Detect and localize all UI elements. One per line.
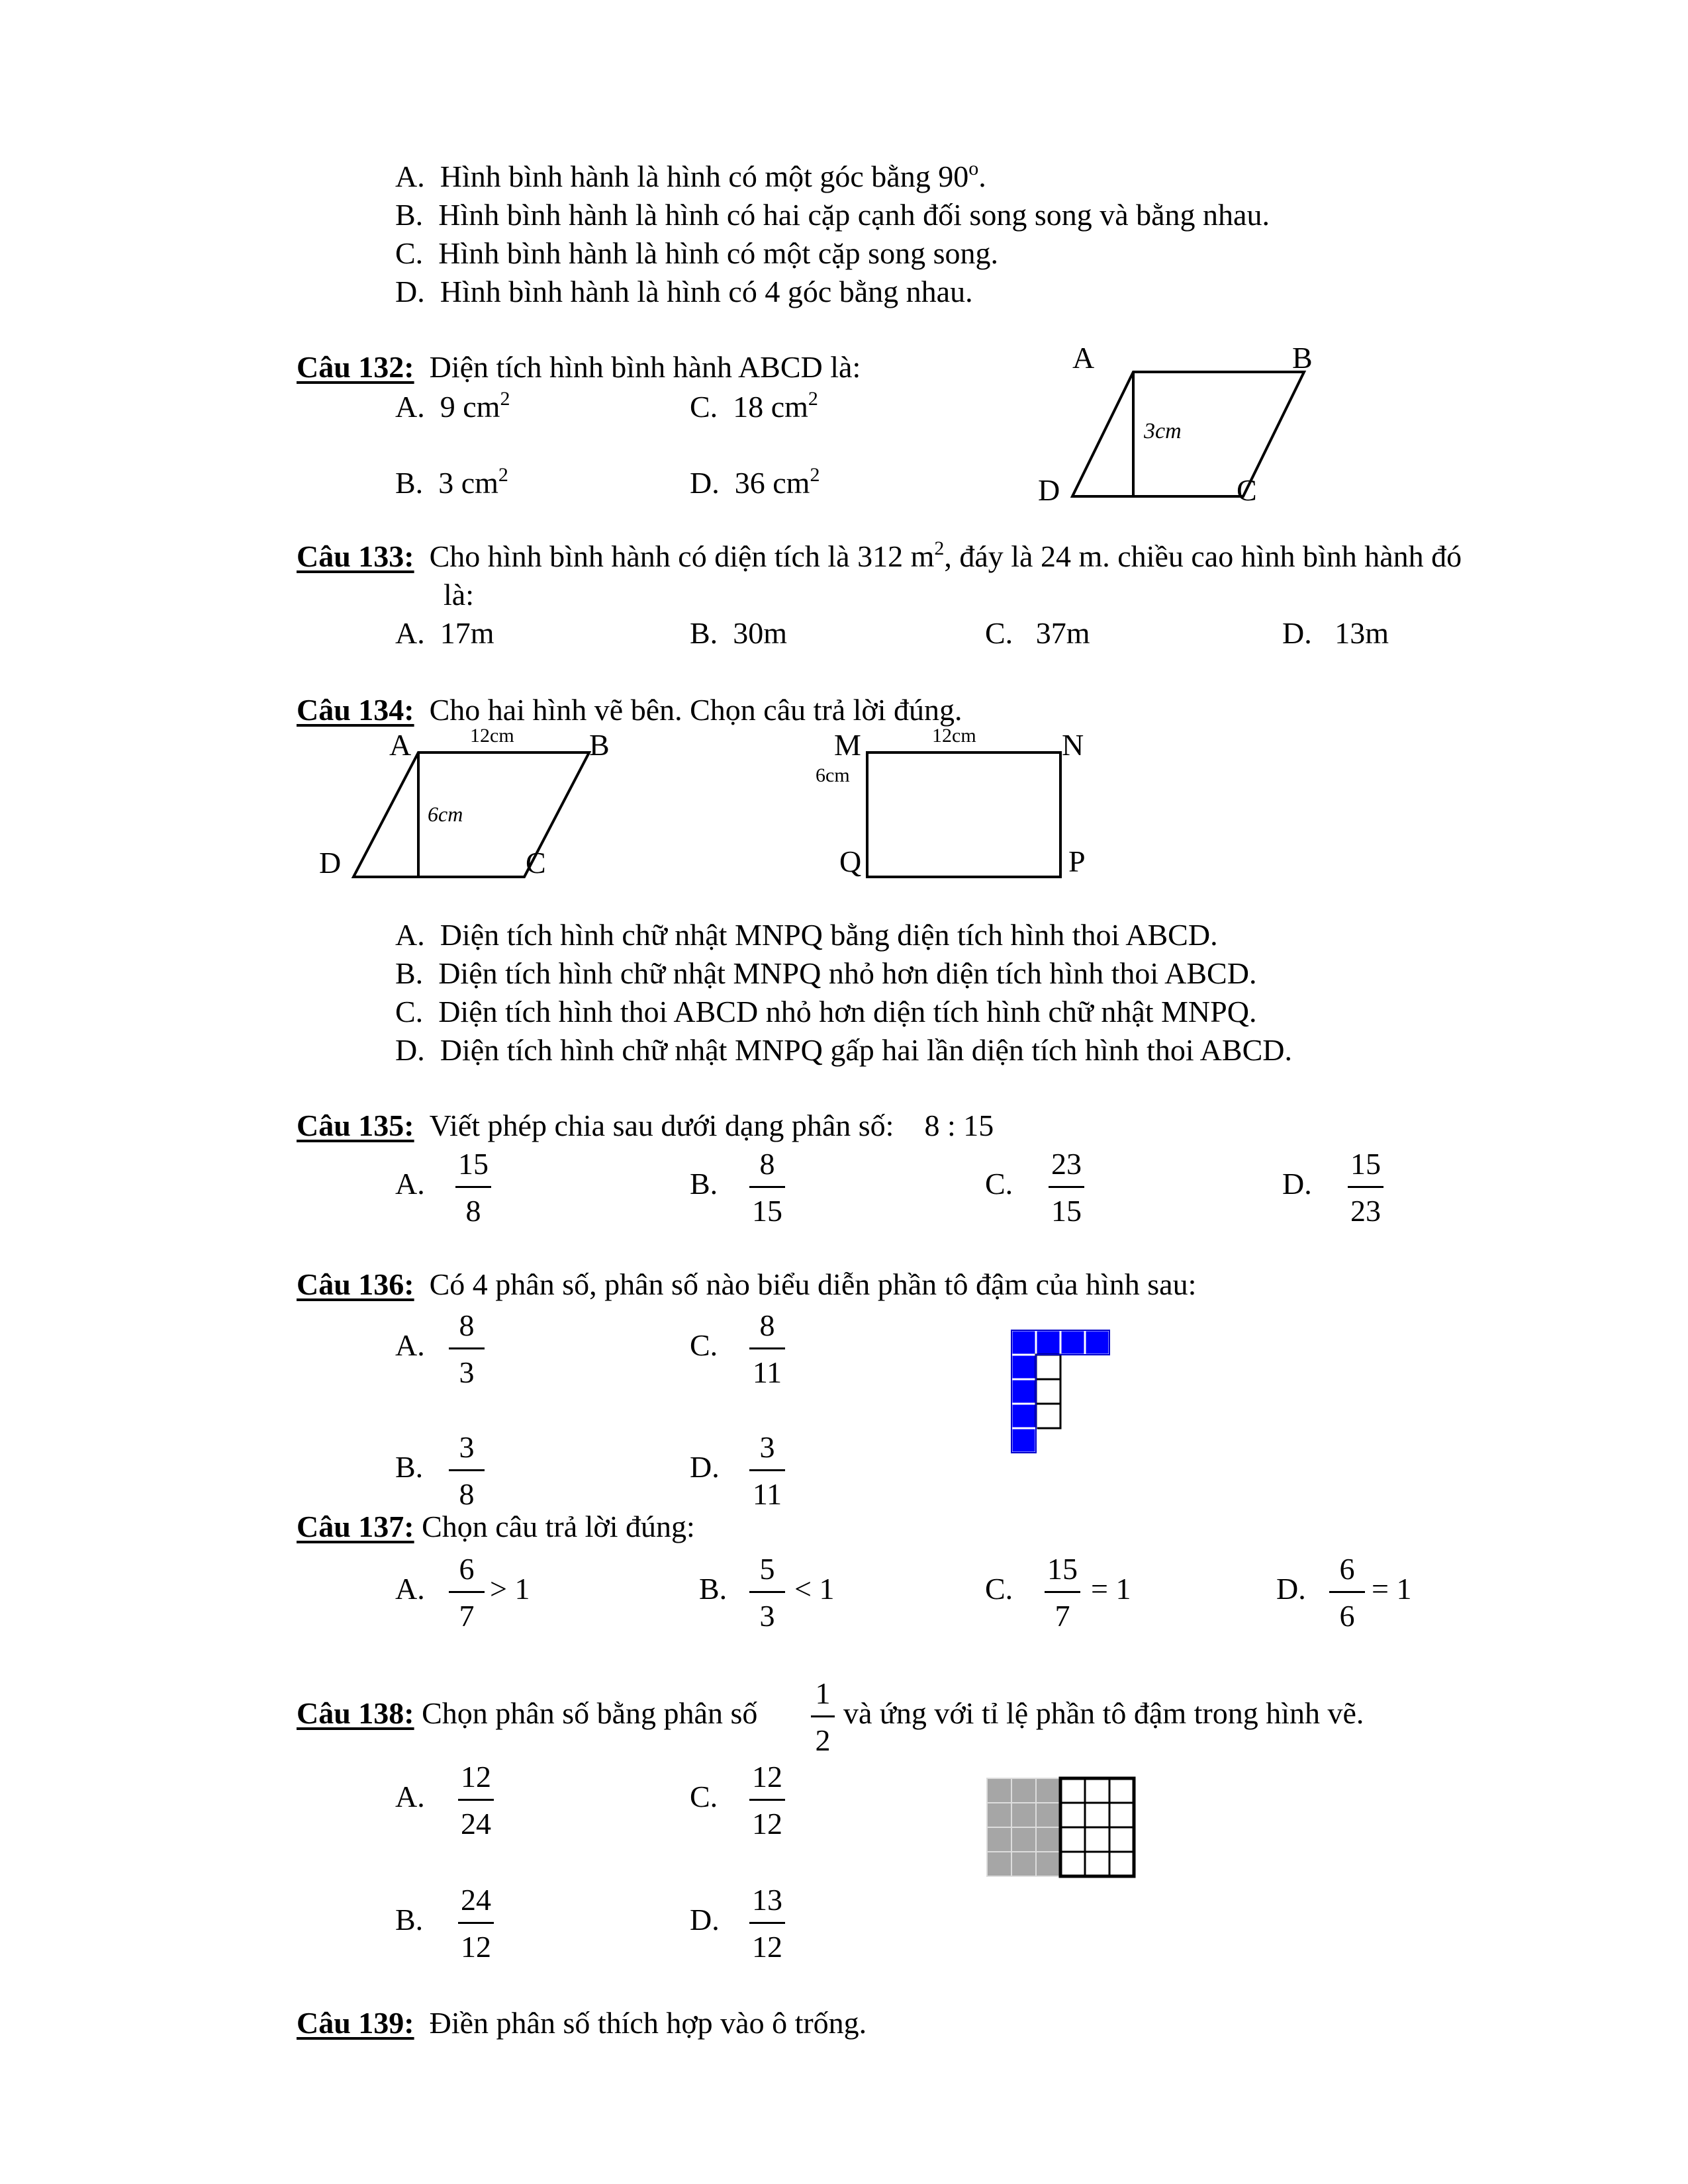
q135-option-c-fraction: 23 15 xyxy=(1037,1149,1096,1226)
empty-cell xyxy=(1085,1852,1109,1876)
q137-letter-d: D. xyxy=(1276,1572,1306,1606)
q136-option-d-fraction: 3 11 xyxy=(737,1432,797,1510)
q134-label-b: B xyxy=(589,728,610,762)
q132-label-b: B xyxy=(1292,344,1313,375)
q137-option-b-fraction: 5 3 xyxy=(737,1554,797,1631)
q133-option-b: B. 30m xyxy=(690,616,787,650)
q132-label-c: C xyxy=(1237,473,1257,507)
empty-cell xyxy=(1060,1778,1085,1803)
empty-cell xyxy=(1085,1803,1109,1827)
q136-letter-c: C. xyxy=(690,1328,718,1362)
q136-option-b-fraction: 3 8 xyxy=(437,1432,496,1510)
shaded-cell xyxy=(1036,1803,1060,1827)
q134-label: Câu 134: xyxy=(297,693,414,727)
q132-option-d: D. 36 $cm^2$ xyxy=(690,464,820,500)
q138-option-c-fraction: 12 12 xyxy=(737,1762,797,1839)
q131-option-b: B. Hình bình hành là hình có hai cặp cạnh đối song song và bằng nhau. xyxy=(395,198,1270,232)
shaded-cell xyxy=(987,1778,1011,1803)
q137-option-a-relation: > 1 xyxy=(490,1572,530,1606)
q135-label: Câu 135: xyxy=(297,1109,414,1142)
q132-question: Câu 132: Diện tích hình bình hành ABCD là: xyxy=(297,350,861,384)
q134-label-p: P xyxy=(1068,844,1086,878)
q136-letter-d: D. xyxy=(690,1450,720,1484)
empty-cell xyxy=(1060,1803,1085,1827)
shaded-cell xyxy=(1011,1330,1036,1355)
q138-question: Câu 138: Chọn phân số bằng phân số xyxy=(297,1696,758,1730)
q133-option-a: A. 17m xyxy=(395,616,494,650)
shaded-cell xyxy=(1036,1852,1060,1876)
q134-option-c: C. Diện tích hình thoi ABCD nhỏ hơn diện tích hình chữ nhật MNPQ. xyxy=(395,995,1257,1028)
q135-option-a-fraction: 15 8 xyxy=(444,1149,503,1226)
q138-label: Câu 138: xyxy=(297,1696,414,1730)
q138-letter-d: D. xyxy=(690,1903,720,1936)
q135-option-b-fraction: 8 15 xyxy=(737,1149,797,1226)
q137-letter-c: C. xyxy=(985,1572,1013,1606)
empty-cell xyxy=(1109,1803,1134,1827)
q135-option-d-fraction: 15 23 xyxy=(1336,1149,1395,1226)
shaded-cell xyxy=(1011,1379,1036,1404)
shaded-cell xyxy=(1011,1852,1036,1876)
q136-letter-a: A. xyxy=(395,1328,425,1362)
q138-reference-fraction: 1 2 xyxy=(793,1678,853,1756)
q132-option-b: B. 3 $cm^2$ xyxy=(395,464,508,500)
q131-option-a: A. Hình bình hành là hình có một góc bằng 90$^o$. xyxy=(395,158,986,193)
empty-cell xyxy=(1036,1404,1060,1428)
shaded-cell xyxy=(987,1852,1011,1876)
q131-option-d: D. Hình bình hành là hình có 4 góc bằng nhau. xyxy=(395,275,973,308)
q138-shaded-figure xyxy=(985,1776,1144,1882)
q137-label: Câu 137: xyxy=(297,1510,414,1543)
q135-question: Câu 135: Viết phép chia sau dưới dạng phân số: 8 : 15 xyxy=(297,1109,994,1142)
q134-label-d: D xyxy=(319,846,342,880)
q132-label: Câu 132: xyxy=(297,350,414,384)
q132-label-a: A xyxy=(1072,344,1095,375)
q135-expression: 8 : 15 xyxy=(924,1109,994,1142)
q134-label-a: A xyxy=(389,728,412,762)
q138-question-cont: và ứng với tỉ lệ phần tô đậm trong hình vẽ. xyxy=(843,1696,1364,1730)
q139-label: Câu 139: xyxy=(297,2006,414,2040)
shaded-cell xyxy=(1085,1330,1109,1355)
q137-option-b-relation: < 1 xyxy=(794,1572,835,1606)
empty-cell xyxy=(1085,1827,1109,1852)
q133-question: Câu 133: Cho hình bình hành có diện tích là 312 $m^2$, đáy là 24 m. chiều cao hình bình hành đó xyxy=(297,537,1462,573)
q133-label: Câu 133: xyxy=(297,539,414,573)
q137-option-d-fraction: 6 6 xyxy=(1317,1554,1377,1631)
q137-letter-a: A. xyxy=(395,1572,425,1606)
q138-option-b-fraction: 24 12 xyxy=(446,1885,506,1962)
q137-letter-b: B. xyxy=(699,1572,727,1606)
q137-option-a-fraction: 6 7 xyxy=(437,1554,496,1631)
q135-letter-d: D. xyxy=(1282,1167,1312,1201)
q136-shaded-figure xyxy=(1010,1329,1116,1461)
q136-option-c-fraction: 8 11 xyxy=(737,1310,797,1388)
q134-label-n: N xyxy=(1062,728,1084,762)
shaded-cell xyxy=(987,1803,1011,1827)
shaded-cell xyxy=(1011,1803,1036,1827)
q134-label-m: M xyxy=(834,728,861,762)
shaded-cell xyxy=(987,1827,1011,1852)
shaded-cell xyxy=(1036,1778,1060,1803)
q137-option-c-fraction: 15 7 xyxy=(1033,1554,1092,1631)
q134-height-label: 6cm xyxy=(428,802,463,826)
q136-label: Câu 136: xyxy=(297,1267,414,1301)
empty-cell xyxy=(1036,1379,1060,1404)
shaded-cell xyxy=(1011,1827,1036,1852)
empty-cell xyxy=(1060,1852,1085,1876)
q136-letter-b: B. xyxy=(395,1450,424,1484)
q134-rectangle xyxy=(867,752,1060,877)
q133-option-d: D. 13m xyxy=(1282,616,1389,650)
q137-option-c-relation: = 1 xyxy=(1091,1572,1131,1606)
q132-parallelogram xyxy=(1072,372,1304,496)
q139-question: Câu 139: Điền phân số thích hợp vào ô trống. xyxy=(297,2006,867,2040)
shaded-cell xyxy=(1036,1827,1060,1852)
q134-top-label: 12cm xyxy=(932,725,976,747)
q132-parallelogram-figure xyxy=(1033,344,1403,510)
q134-option-d: D. Diện tích hình chữ nhật MNPQ gấp hai lần diện tích hình thoi ABCD. xyxy=(395,1033,1292,1067)
empty-cell xyxy=(1109,1778,1134,1803)
q134-option-a: A. Diện tích hình chữ nhật MNPQ bằng diện tích hình thoi ABCD. xyxy=(395,918,1218,952)
q138-letter-b: B. xyxy=(395,1903,424,1936)
shaded-cell xyxy=(1060,1330,1085,1355)
empty-cell xyxy=(1109,1852,1134,1876)
q137-question: Câu 137: Chọn câu trả lời đúng: xyxy=(297,1510,695,1543)
q134-rhombus xyxy=(353,752,589,877)
q134-side-label: 6cm xyxy=(816,764,850,786)
q134-top-label: 12cm xyxy=(470,725,514,747)
q133-question-cont: là: xyxy=(444,578,474,612)
q134-rhombus-figure xyxy=(311,718,622,884)
q132-height-label: 3cm xyxy=(1144,419,1182,443)
shaded-cell xyxy=(1036,1330,1060,1355)
empty-cell xyxy=(1036,1355,1060,1379)
q136-question: Câu 136: Có 4 phân số, phân số nào biểu diễn phần tô đậm của hình sau: xyxy=(297,1267,1197,1301)
q137-option-d-relation: = 1 xyxy=(1372,1572,1412,1606)
q136-option-a-fraction: 8 3 xyxy=(437,1310,496,1388)
q135-letter-a: A. xyxy=(395,1167,425,1201)
q134-rectangle-figure xyxy=(808,718,1119,884)
q135-letter-b: B. xyxy=(690,1167,718,1201)
q132-label-d: D xyxy=(1038,473,1060,507)
q134-label-q: Q xyxy=(839,844,862,878)
q138-option-d-fraction: 13 12 xyxy=(737,1885,797,1962)
q133-option-c: C. 37m xyxy=(985,616,1090,650)
shaded-cell xyxy=(1011,1355,1036,1379)
q131-option-c: C. Hình bình hành là hình có một cặp song song. xyxy=(395,236,998,270)
q138-letter-a: A. xyxy=(395,1780,425,1813)
q132-option-c: C. 18 $cm^2$ xyxy=(690,388,818,424)
q134-option-b: B. Diện tích hình chữ nhật MNPQ nhỏ hơn diện tích hình thoi ABCD. xyxy=(395,956,1257,990)
q135-letter-c: C. xyxy=(985,1167,1013,1201)
q134-label-c: C xyxy=(526,846,546,880)
q138-option-a-fraction: 12 24 xyxy=(446,1762,506,1839)
empty-cell xyxy=(1085,1778,1109,1803)
empty-cell xyxy=(1060,1827,1085,1852)
shaded-cell xyxy=(1011,1778,1036,1803)
q132-option-a: A. 9 $cm^2$ xyxy=(395,388,510,424)
empty-cell xyxy=(1109,1827,1134,1852)
shaded-cell xyxy=(1011,1404,1036,1428)
q134-question: Câu 134: Cho hai hình vẽ bên. Chọn câu trả lời đúng. xyxy=(297,693,962,727)
shaded-cell xyxy=(1011,1428,1036,1453)
q138-letter-c: C. xyxy=(690,1780,718,1813)
